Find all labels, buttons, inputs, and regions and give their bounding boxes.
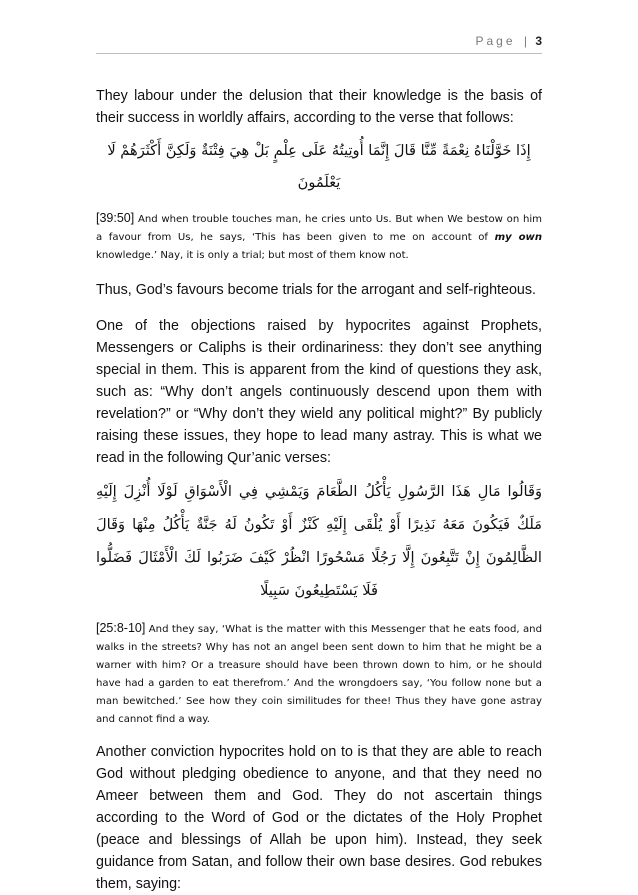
translation-text-end: knowledge.’ Nay, it is only a trial; but most of them know not. xyxy=(96,250,409,261)
page-number: 3 xyxy=(535,34,542,48)
translation-text: And when trouble touches man, he cries unto Us. But when We bestow on him a favour from Us, he says, ‘This has been given to me on account of xyxy=(96,214,542,243)
translation-text: And they say, ‘What is the matter with this Messenger that he eats food, and walks in the streets? Why has not an angel been sent down to him that he might be a warner with him? Or a treasure should have been thrown down to him, or he should have had a garden to eat therefrom.’ And the wrongdoers say, ‘You follow none but a man bewitched.’ See how they coin similitudes for thee! Thus they have gone astray and cannot find a way. xyxy=(96,624,542,725)
paragraph-objections: One of the objections raised by hypocrites against Prophets, Messengers or Caliphs is their ordinariness: they don’t see anything special in them. This is apparent from the kind of questions they ask, such as: “Why don’t angels continuously descend upon them with revelation?” or “Why don’t they wield any political might?” By publicly raising these issues, they hope to lead many astray. This is what we read in the following Qur’anic verses: xyxy=(96,318,542,466)
translation-25-8-10 xyxy=(96,619,542,729)
paragraph-intro: They labour under the delusion that their knowledge is the basis of their success in worldly affairs, according to the verse that follows: xyxy=(96,88,542,126)
page-separator: | xyxy=(523,34,527,48)
verse-reference: [39:50] xyxy=(96,211,135,225)
page-body xyxy=(96,85,542,895)
arabic-verse-39-50: إِذَا خَوَّلْنَاهُ نِعْمَةً مِّنَّا قَالَ إِنَّمَا أُوتِيتُهُ عَلَى عِلْمٍ بَلْ هِيَ فِتْنَةٌ وَلَكِنَّ أَكْثَرَهُمْ لَا يَعْلَمُونَ xyxy=(107,142,531,191)
verse-reference: [25:8-10] xyxy=(96,621,146,635)
page-header xyxy=(475,34,542,48)
translation-emphasis: my own xyxy=(494,232,543,243)
arabic-verse-25-8-10: وَقَالُوا مَالِ هَذَا الرَّسُولِ يَأْكُلُ الطَّعَامَ وَيَمْشِي فِي الْأَسْوَاقِ لَوْلَا أُنْزِلَ إِلَيْهِ مَلَكٌ فَيَكُونَ مَعَهُ نَذِيرًا أَوْ يُلْقَى إِلَيْهِ كَنْزٌ أَوْ تَكُونُ لَهُ جَنَّةٌ يَأْكُلُ مِنْهَا وَقَالَ الظَّالِمُونَ إِنْ تَتَّبِعُونَ إِلَّا رَجُلًا مَسْحُورًا انْظُرْ كَيْفَ ضَرَبُوا لَكَ الْأَمْثَالَ فَضَلُّوا فَلَا يَسْتَطِيعُونَ سَبِيلًا xyxy=(96,483,542,599)
paragraph-conviction: Another conviction hypocrites hold on to is that they are able to reach God without pledging obedience to anyone, and that they need no Ameer between them and God. They do not ascertain things according to the Word of God or the dictates of the Holy Prophet (peace and blessings of Allah be upon him). Instead, they seek guidance from Satan, and follow their own base desires. God rebukes them, saying: xyxy=(96,744,542,892)
header-rule xyxy=(96,53,542,54)
translation-39-50 xyxy=(96,209,542,265)
page-label: Page xyxy=(475,34,516,48)
paragraph-trials: Thus, God’s favours become trials for the arrogant and self-righteous. xyxy=(96,282,536,298)
